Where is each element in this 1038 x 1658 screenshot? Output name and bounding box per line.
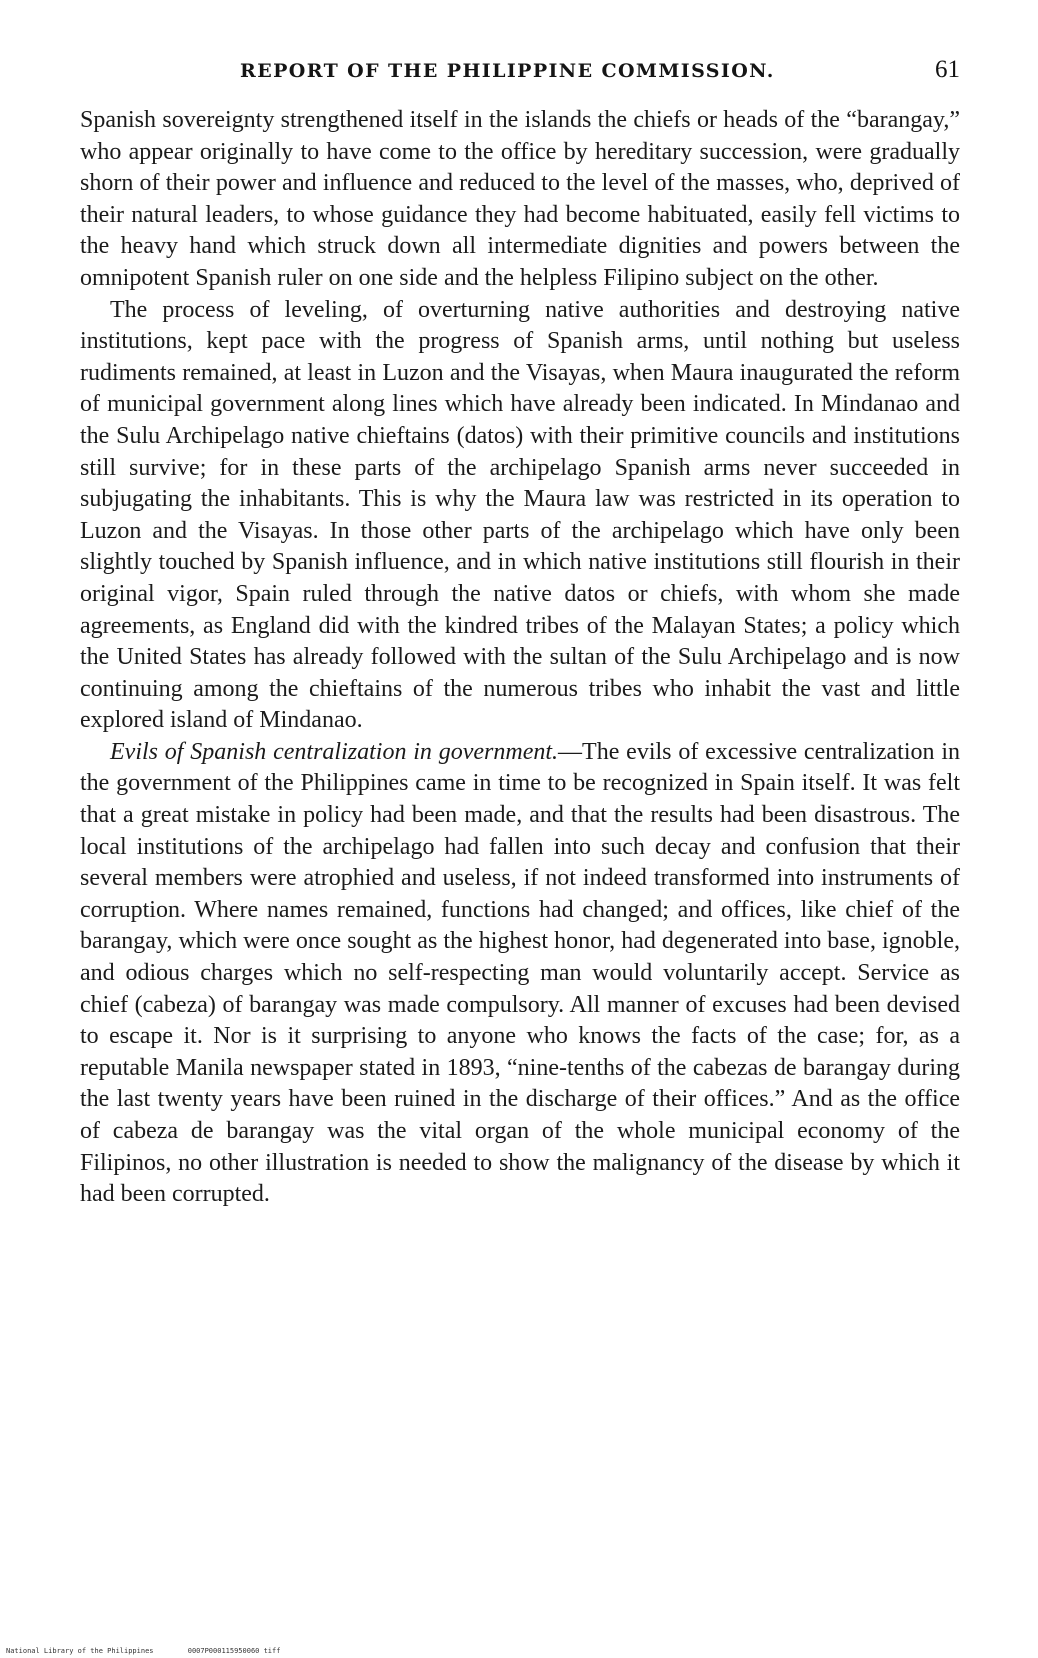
paragraph-1: Spanish sovereignty strengthened itself in the islands the chiefs or heads of the “barangay,” who appear originally to have come to the office by hereditary succession, were gradually shorn of their power and influence and reduced to the level of the masses, who, deprived of their natural leaders, to whose guidance they had become habituated, easily fell victims to the heavy hand which struck down all intermediate dignities and powers between the omnipotent Spanish ruler on one side and the helpless Filipino subject on the other. <box>80 107 960 291</box>
footer-file-id: 0007P000115950060 tiff <box>187 1647 281 1655</box>
paragraph-3-text: —The evils of excessive centralization in the government of the Philippines came in time to be recognized in Spain itself. It was felt that a great mistake in policy had been made, and that the results had been disastrous. The local institutions of the archipelago had fallen into such decay and confusion that their several members were atrophied and useless, if not indeed transformed into instruments of corruption. Where names remained, functions had changed; and offices, like chief of the barangay, which were once sought as the highest honor, had degenerated into base, ignoble, and odious charges which no self-respecting man would voluntarily accept. Service as chief (cabeza) of barangay was made compulsory. All manner of excuses had been devised to escape it. Nor is it surprising to anyone who knows the facts of the case; for, as a reputable Manila newspaper stated in 1893, “nine-tenths of the cabezas de barangay during the last twenty years have been ruined in the discharge of their offices.” And as the office of cabeza de barangay was the vital organ of the whole municipal economy of the Filipinos, no other illustration is needed to show the malignancy of the disease by which it had been corrupted. <box>80 738 960 1208</box>
paragraph-2: The process of leveling, of overturning native authorities and destroying native institutions, kept pace with the progress of Spanish arms, until nothing but useless rudiments remained, at least in Luzon and the Visayas, when Maura inaugurated the reform of municipal government along lines which have already been indicated. In Mindanao and the Sulu Archipelago native chieftains (datos) with their primitive councils and institutions still survive; for in these parts of the archipelago Spanish arms never succeeded in subjugating the inhabitants. This is why the Maura law was restricted in its operation to Luzon and the Visayas. In those other parts of the archipelago which have only been slightly touched by Spanish influence, and in which native institutions still flourish in their original vigor, Spain ruled through the native datos or chiefs, with whom she made agreements, as England did with the kindred tribes of the Malayan States; a policy which the United States has already followed with the sultan of the Sulu Archipelago and is now continuing among the chieftains of the numerous tribes who inhabit the vast and little explored island of Mindanao. <box>80 296 960 734</box>
paragraph-sidehead: Evils of Spanish centralization in government. <box>110 738 559 765</box>
page-number: 61 <box>935 56 960 83</box>
running-head <box>80 56 960 88</box>
paragraph-3 <box>80 737 960 1211</box>
running-title: REPORT OF THE PHILIPPINE COMMISSION. <box>240 60 775 82</box>
footer-library: National Library of the Philippines <box>6 1647 154 1655</box>
body-text <box>80 105 960 1211</box>
scan-footer <box>6 1647 280 1655</box>
